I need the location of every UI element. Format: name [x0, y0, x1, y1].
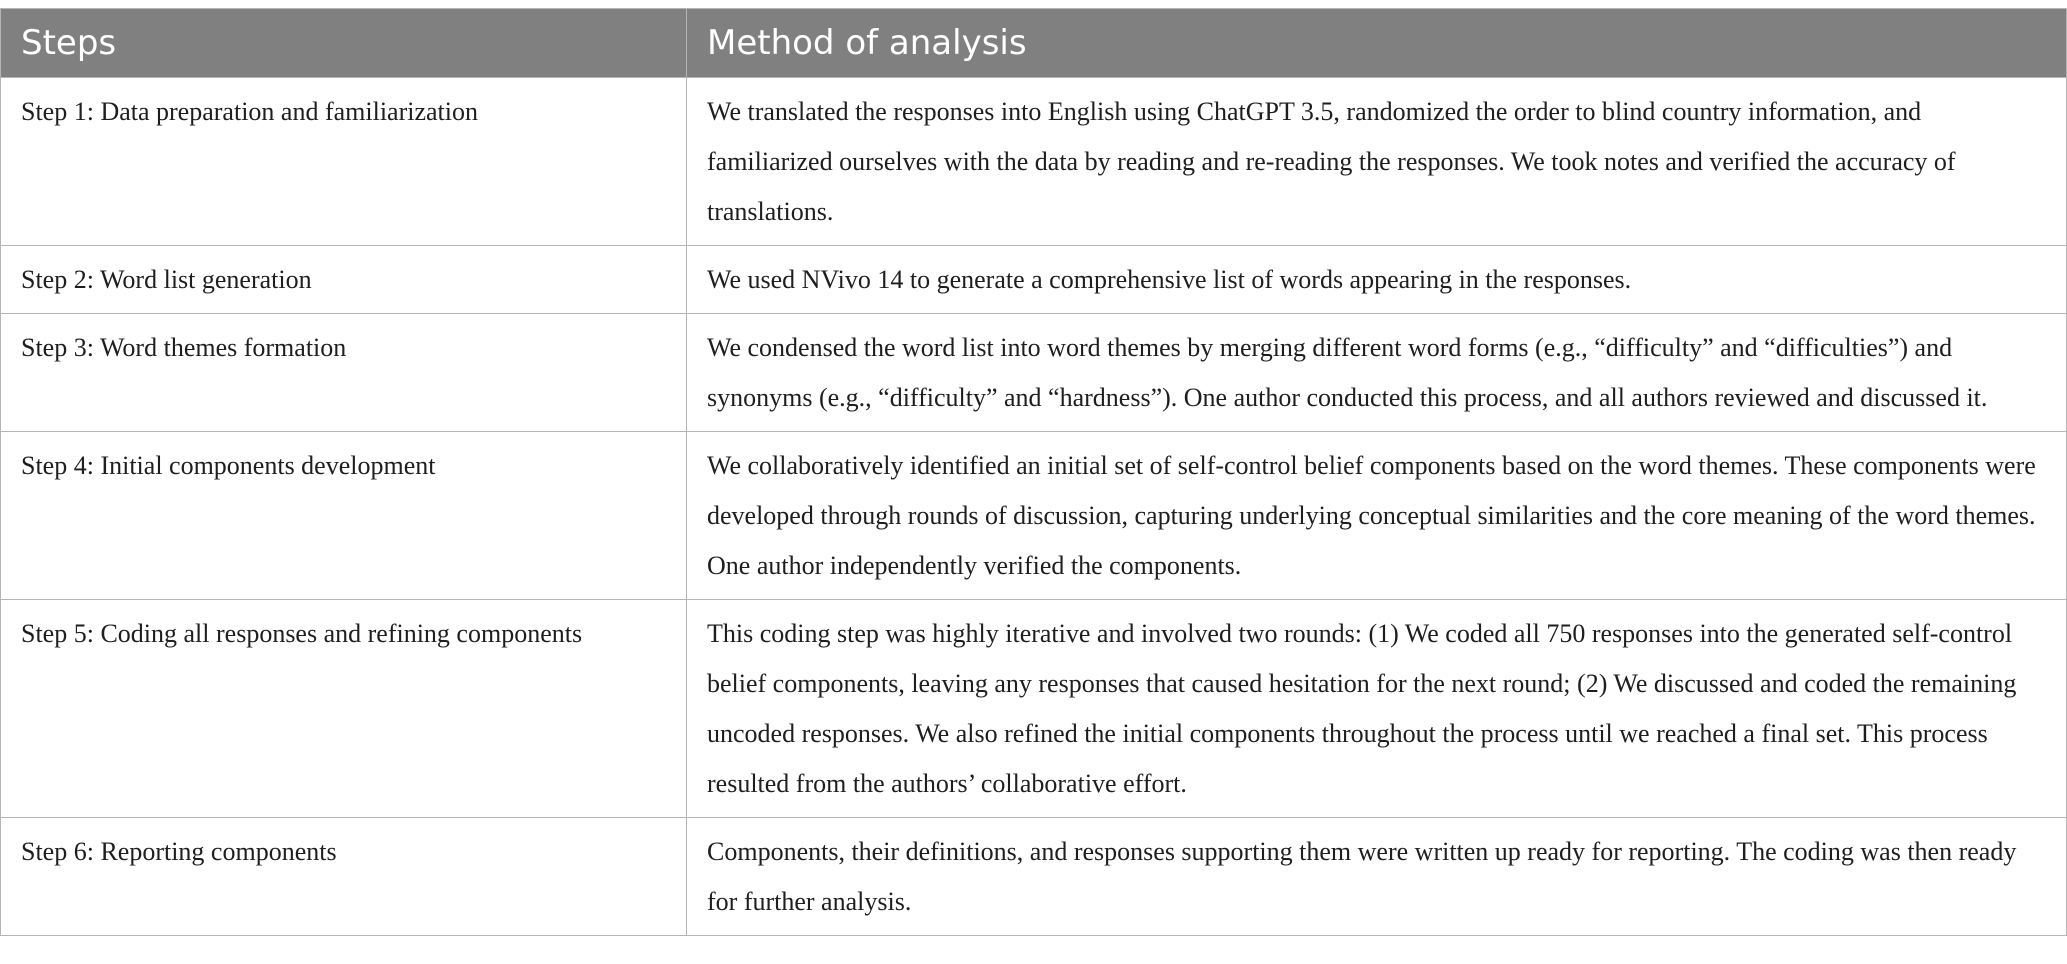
table-header — [1, 9, 2067, 78]
method-cell: We collaboratively identified an initial set of self-control belief components based on the word themes. These components were developed through rounds of discussion, capturing underlying conceptual similarities and the core meaning of the word themes. One author independently verified the components. — [687, 432, 2067, 600]
header-method-of-analysis: Method of analysis — [687, 9, 2067, 78]
table-row — [1, 78, 2067, 246]
step-cell: Step 3: Word themes formation — [1, 314, 687, 432]
method-cell: Components, their definitions, and responses supporting them were written up ready for reporting. The coding was then ready for further analysis. — [687, 818, 2067, 936]
table-row — [1, 600, 2067, 818]
table-body — [1, 78, 2067, 936]
header-row — [1, 9, 2067, 78]
table-row — [1, 818, 2067, 936]
table-row — [1, 432, 2067, 600]
step-cell: Step 6: Reporting components — [1, 818, 687, 936]
step-cell: Step 4: Initial components development — [1, 432, 687, 600]
step-cell: Step 5: Coding all responses and refining components — [1, 600, 687, 818]
method-cell: We translated the responses into English using ChatGPT 3.5, randomized the order to blind country information, and familiarized ourselves with the data by reading and re-reading the responses. We took notes and verified the accuracy of translations. — [687, 78, 2067, 246]
step-cell: Step 1: Data preparation and familiarization — [1, 78, 687, 246]
steps-table — [0, 8, 2067, 936]
header-steps: Steps — [1, 9, 687, 78]
table-row — [1, 314, 2067, 432]
table-row — [1, 246, 2067, 314]
method-cell: We used NVivo 14 to generate a comprehensive list of words appearing in the responses. — [687, 246, 2067, 314]
step-cell: Step 2: Word list generation — [1, 246, 687, 314]
method-cell: We condensed the word list into word themes by merging different word forms (e.g., “difficulty” and “difficulties”) and synonyms (e.g., “difficulty” and “hardness”). One author conducted this process, and all authors reviewed and discussed it. — [687, 314, 2067, 432]
steps-table-container — [0, 8, 2066, 936]
method-cell: This coding step was highly iterative and involved two rounds: (1) We coded all 750 responses into the generated self-control belief components, leaving any responses that caused hesitation for the next round; (2) We discussed and coded the remaining uncoded responses. We also refined the initial components throughout the process until we reached a final set. This process resulted from the authors’ collaborative effort. — [687, 600, 2067, 818]
